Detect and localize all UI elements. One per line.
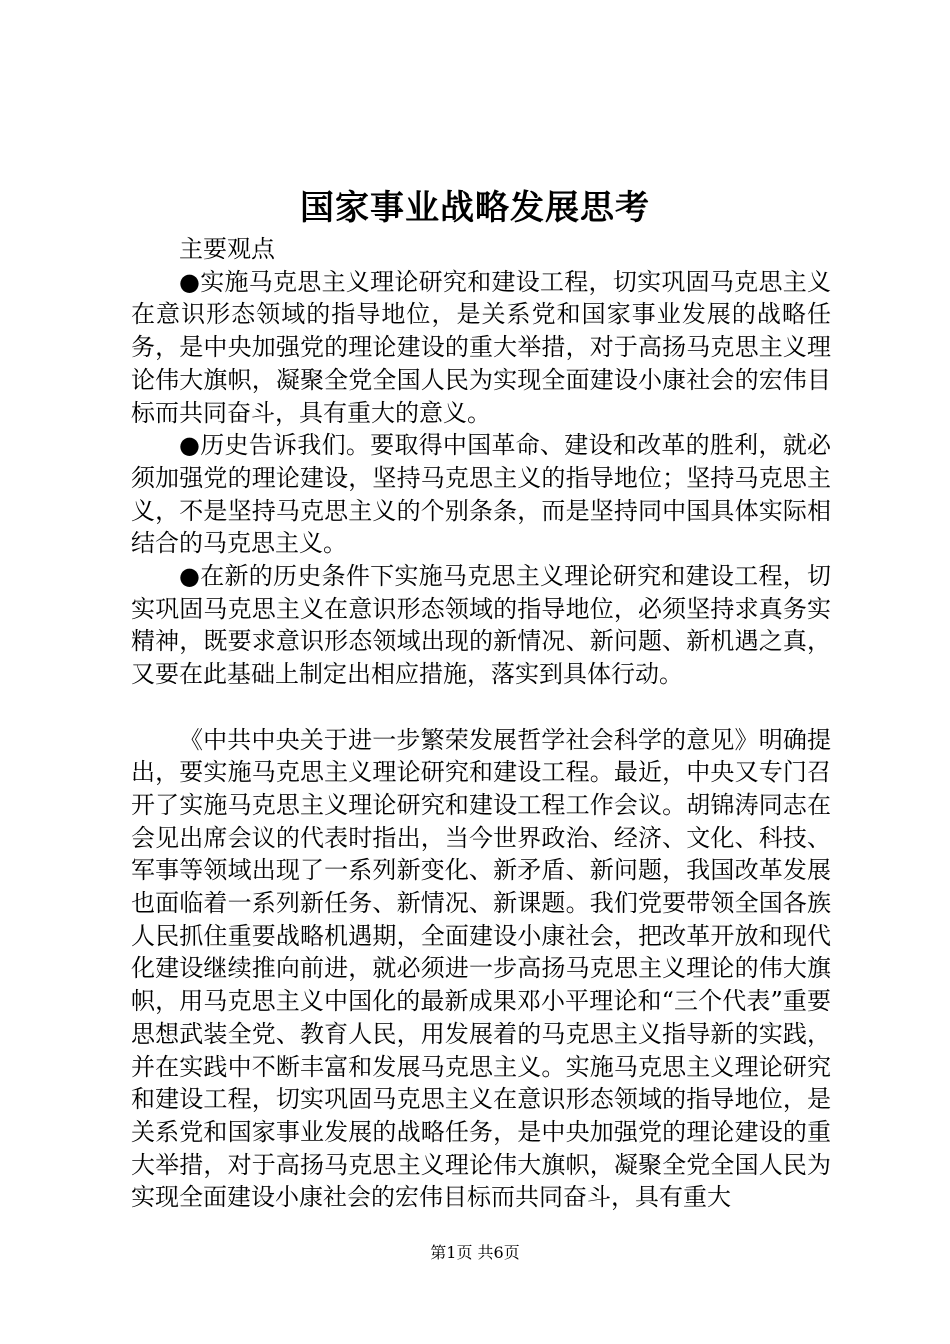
bullet-point-1: ●实施马克思主义理论研究和建设工程，切实巩固马克思主义在意识形态领域的指导地位，是关系党和国家事业发展的战略任务，是中央加强党的理论建设的重大举措，对于高扬马克思主义理论伟大旗帜，凝聚全党全国人民为实现全面建设小康社会的宏伟目标而共同奋斗，具有重大的意义。 (131, 267, 831, 427)
body-paragraph: 《中共中央关于进一步繁荣发展哲学社会科学的意见》明确提出，要实施马克思主义理论研究和建设工程。最近，中央又专门召开了实施马克思主义理论研究和建设工程工作会议。胡锦涛同志在会见出席会议的代表时指出，当今世界政治、经济、文化、科技、军事等领域出现了一系列新变化、新矛盾、新问题，我国改革发展也面临着一系列新任务、新情况、新课题。我们党要带领全国各族人民抓住重要战略机遇期，全面建设小康社会，把改革开放和现代化建设继续推向前进，就必须进一步高扬马克思主义理论的伟大旗帜，用马克思主义中国化的最新成果邓小平理论和“三个代表”重要思想武装全党、教育人民，用发展着的马克思主义指导新的实践，并在实践中不断丰富和发展马克思主义。实施马克思主义理论研究和建设工程，切实巩固马克思主义在意识形态领域的指导地位，是关系党和国家事业发展的战略任务，是中央加强党的理论建设的重大举措，对于高扬马克思主义理论伟大旗帜，凝聚全党全国人民为实现全面建设小康社会的宏伟目标而共同奋斗，具有重大 (131, 725, 831, 1212)
page-number-footer: 第1页 共6页 (430, 1243, 520, 1262)
document-body (131, 233, 831, 1214)
bullet-point-3: ●在新的历史条件下实施马克思主义理论研究和建设工程，切实巩固马克思主义在意识形态领域的指导地位，必须坚持求真务实精神，既要求意识形态领域出现的新情况、新问题、新机遇之真，又要在此基础上制定出相应措施，落实到具体行动。 (131, 562, 831, 689)
bullet-point-2: ●历史告诉我们。要取得中国革命、建设和改革的胜利，就必须加强党的理论建设，坚持马克思主义的指导地位；坚持马克思主义，不是坚持马克思主义的个别条条，而是坚持同中国具体实际相结合的马克思主义。 (131, 431, 831, 558)
document-title: 国家事业战略发展思考 (300, 188, 650, 228)
paragraph-spacer (131, 691, 831, 724)
section-label: 主要观点 (179, 235, 275, 263)
